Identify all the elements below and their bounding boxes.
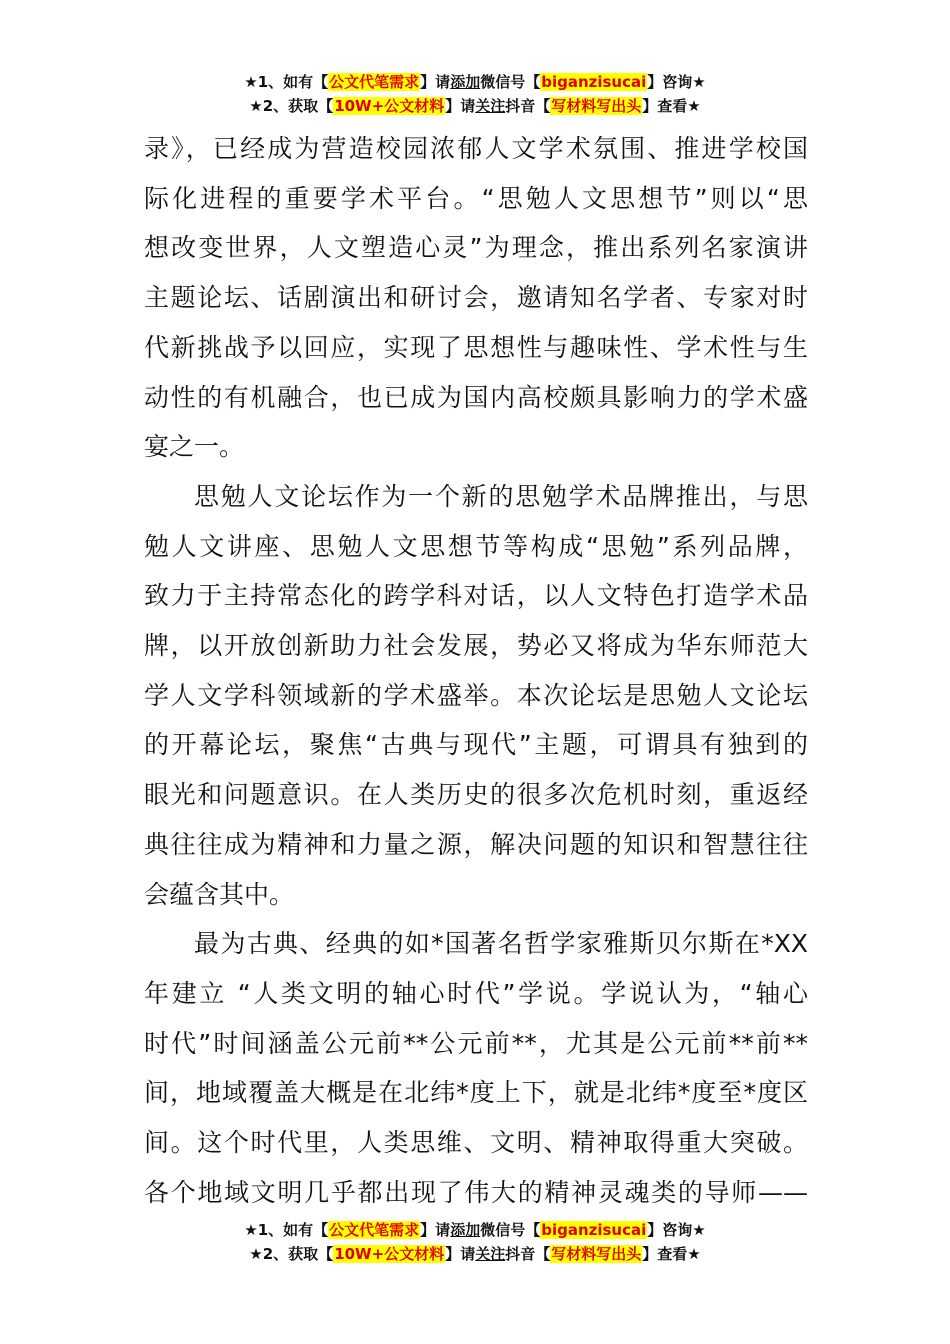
banner-line-1 (0, 1218, 950, 1242)
underlined-text: 添加 (450, 1221, 481, 1239)
text-line: 宴之一。 (144, 432, 245, 462)
banner-text: 】查看★ (642, 97, 701, 115)
top-banner (0, 70, 950, 118)
highlight-text: 10W+公文材料 (334, 97, 445, 115)
text-line: 录》，已经成为营造校园浓郁人文学术氛围、推进学校国 (144, 134, 808, 163)
banner-text: 微信号【 (480, 73, 541, 91)
banner-text: 】查看★ (642, 1245, 701, 1263)
banner-text: 抖音【 (505, 97, 551, 115)
banner-text: 】请 (445, 1245, 476, 1263)
highlight-text: biganzisucai (541, 1221, 647, 1239)
text-line: 典往往成为精神和力量之源，解决问题的知识和智慧往往 (144, 829, 808, 859)
banner-text: ★1、如有【 (244, 73, 329, 91)
text-line: 间。这个时代里，人类思维、文明、精神取得重大突破。 (144, 1128, 808, 1158)
highlight-text: 公文代笔需求 (329, 73, 420, 91)
underlined-text: 添加 (450, 73, 481, 91)
banner-text: ★1、如有【 (244, 1221, 329, 1239)
underlined-text: 关注 (475, 1245, 506, 1263)
text-line: 年建立 “人类文明的轴心时代”学说。学说认为，“轴心 (144, 978, 808, 1008)
paragraph (144, 124, 808, 472)
highlight-text: 写材料写出头 (551, 97, 642, 115)
banner-line-2 (0, 1242, 950, 1266)
paragraph (144, 919, 808, 1217)
banner-text: 】请 (420, 73, 451, 91)
text-line: 勉人文讲座、思勉人文思想节等构成“思勉”系列品牌， (144, 531, 808, 561)
text-line: 动性的有机融合，也已成为国内高校颇具影响力的学术盛 (144, 382, 808, 412)
banner-text: ★2、获取【 (249, 97, 334, 115)
highlight-text: 公文代笔需求 (329, 1221, 420, 1239)
text-line: 想改变世界，人文塑造心灵”为理念，推出系列名家演讲 (144, 233, 808, 263)
banner-text: 】咨询★ (647, 73, 706, 91)
text-line: 的开幕论坛，聚焦“古典与现代”主题，可谓具有独到的 (144, 730, 808, 760)
text-line: 眼光和问题意识。在人类历史的很多次危机时刻，重返经 (144, 780, 808, 810)
text-line: 时代”时间涵盖公元前**公元前**，尤其是公元前**前** (144, 1028, 808, 1058)
document-body (144, 124, 808, 1217)
text-line: 际化进程的重要学术平台。“思勉人文思想节”则以“思 (144, 183, 808, 213)
highlight-text: 10W+公文材料 (334, 1245, 445, 1263)
text-line: 代新挑战予以回应，实现了思想性与趣味性、学术性与生 (144, 332, 808, 362)
paragraph (144, 472, 808, 919)
banner-text: 抖音【 (505, 1245, 551, 1263)
bottom-banner (0, 1218, 950, 1266)
banner-text: 】请 (420, 1221, 451, 1239)
text-line: 致力于主持常态化的跨学科对话，以人文特色打造学术品 (144, 581, 808, 611)
text-line: 学人文学科领域新的学术盛举。本次论坛是思勉人文论坛 (144, 680, 808, 710)
text-line: 各个地域文明几乎都出现了伟大的精神灵魂类的导师—— (144, 1177, 808, 1207)
text-line: 主题论坛、话剧演出和研讨会，邀请知名学者、专家对时 (144, 283, 808, 313)
text-line: 最为古典、经典的如*国著名哲学家雅斯贝尔斯在*XX (194, 929, 808, 959)
highlight-text: biganzisucai (541, 73, 647, 91)
banner-line-2 (0, 94, 950, 118)
highlight-text: 写材料写出头 (551, 1245, 642, 1263)
text-line: 会蕴含其中。 (144, 879, 295, 909)
banner-text: 微信号【 (480, 1221, 541, 1239)
banner-text: 】咨询★ (647, 1221, 706, 1239)
underlined-text: 关注 (475, 97, 506, 115)
text-line: 思勉人文论坛作为一个新的思勉学术品牌推出，与思 (194, 481, 808, 511)
banner-text: 】请 (445, 97, 476, 115)
banner-text: ★2、获取【 (249, 1245, 334, 1263)
banner-line-1 (0, 70, 950, 94)
text-line: 间，地域覆盖大概是在北纬*度上下，就是北纬*度至*度区 (144, 1078, 808, 1108)
text-line: 牌，以开放创新助力社会发展，势必又将成为华东师范大 (144, 631, 808, 661)
